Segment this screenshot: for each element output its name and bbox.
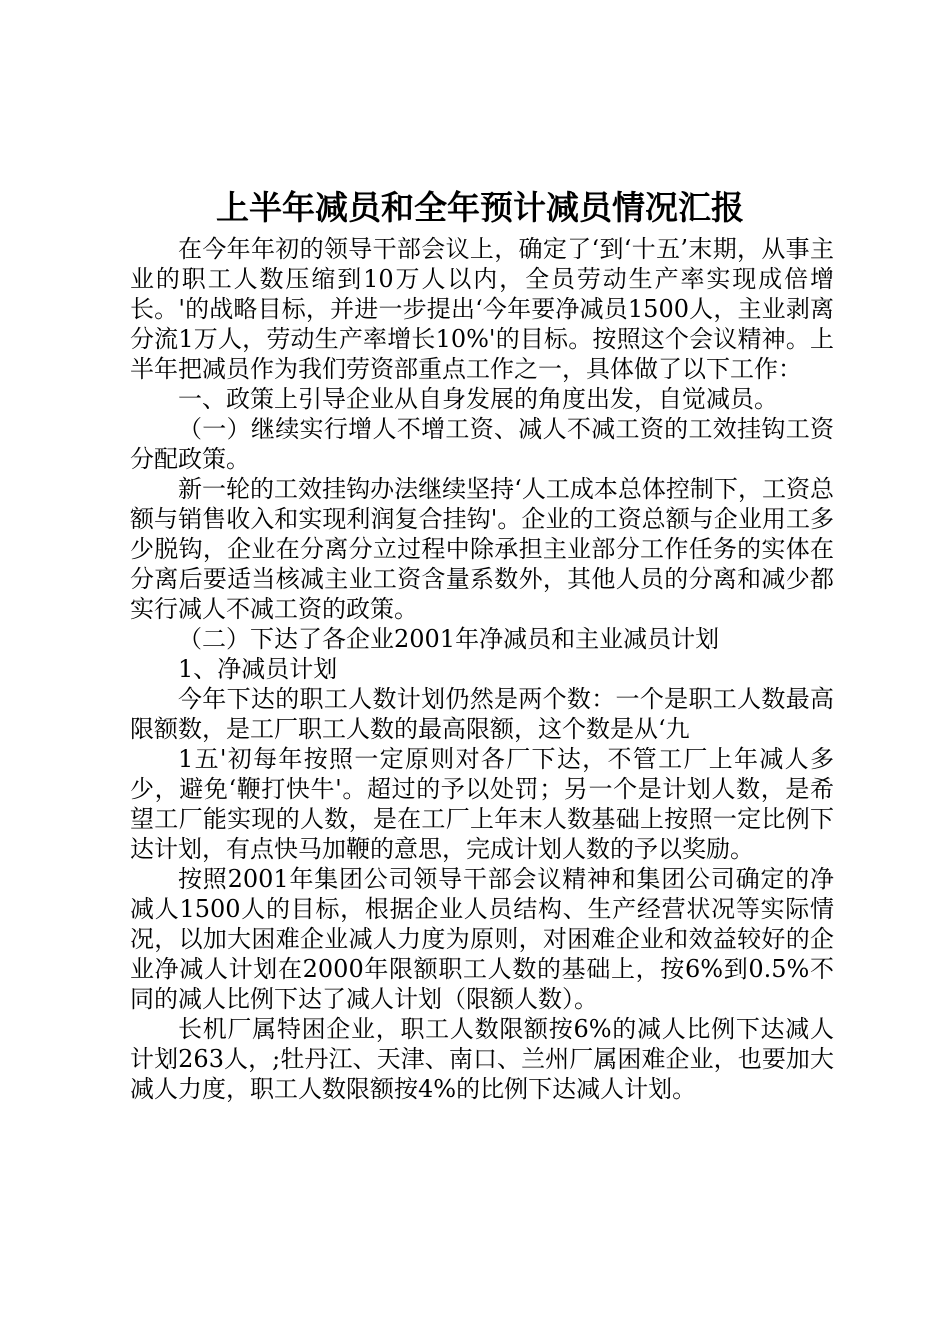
paragraph-factory-plans: 长机厂属特困企业，职工人数限额按6%的减人比例下达减人计划263人，;牡丹江、天津、南口、兰州厂属困难企业，也要加大减人力度，职工人数限额按4%的比例下达减人计划。 bbox=[130, 1015, 834, 1103]
section-heading-1: 一、政策上引导企业从自身发展的角度出发，自觉减员。 bbox=[178, 385, 778, 413]
paragraph-headcount-plan-cont: 1五'初每年按照一定原则对各厂下达，不管工厂上年减人多少，避免‘鞭打快牛'。超过的予以处罚；另一个是计划人数，是希望工厂能实现的人数，是在工厂上年末人数基础上按照一定比例下达计划，有点快马加鞭的意思，完成计划人数的予以奖励。 bbox=[130, 745, 834, 863]
item-heading-net-reduction: 1、净减员计划 bbox=[178, 655, 338, 683]
subsection-heading-2: （二）下达了各企业2001年净减员和主业减员计划 bbox=[178, 625, 720, 653]
paragraph-reduction-target: 按照2001年集团公司领导干部会议精神和集团公司确定的净减人1500人的目标，根据企业人员结构、生产经营状况等实际情况，以加大困难企业减人力度为原则，对困难企业和效益较好的企业净减人计划在2000年限额职工人数的基础上，按6%到0.5%不同的减人比例下达了减人计划（限额人数）。 bbox=[130, 865, 834, 1013]
subsection-heading-1: （一）继续实行增人不增工资、减人不减工资的工效挂钩工资分配政策。 bbox=[130, 415, 834, 473]
paragraph-intro: 在今年年初的领导干部会议上，确定了‘到‘十五’末期，从事主业的职工人数压缩到10万人以内，全员劳动生产率实现成倍增长。'的战略目标，并进一步提出‘今年要净减员1500人，主业剥离分流1万人，劳动生产率增长10%'的目标。按照这个会议精神。上半年把减员作为我们劳资部重点工作之一，具体做了以下工作： bbox=[130, 235, 834, 383]
paragraph-wage-policy: 新一轮的工效挂钩办法继续坚持‘人工成本总体控制下，工资总额与销售收入和实现利润复合挂钩'。企业的工资总额与企业用工多少脱钩，企业在分离分立过程中除承担主业部分工作任务的实体在分离后要适当核减主业工资含量系数外，其他人员的分离和减少都实行减人不减工资的政策。 bbox=[130, 475, 834, 623]
document-body bbox=[130, 234, 834, 1104]
paragraph-headcount-plan: 今年下达的职工人数计划仍然是两个数：一个是职工人数最高限额数，是工厂职工人数的最高限额，这个数是从‘九 bbox=[130, 685, 834, 743]
document-title: 上半年减员和全年预计减员情况汇报 bbox=[216, 188, 744, 227]
